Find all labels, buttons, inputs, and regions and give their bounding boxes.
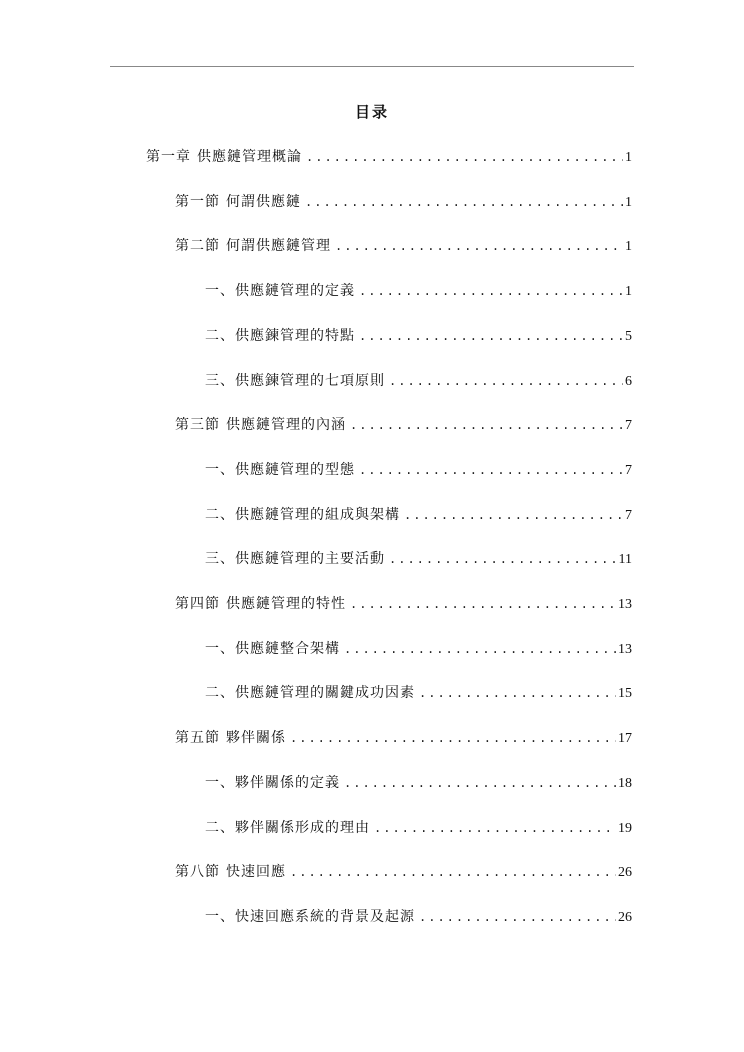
toc-entry-number: 第四節 [175, 596, 220, 612]
toc-entry-text: 一、供應鏈管理的定義 [205, 283, 355, 300]
toc-entry-page: 6 [625, 373, 632, 389]
toc-entry[interactable] [205, 325, 632, 347]
toc-title: 目录 [354, 103, 389, 121]
toc-entry[interactable] [205, 638, 632, 660]
toc-entry-page: 15 [618, 686, 632, 702]
toc-entry-text: 何謂供應鏈管理 [226, 238, 331, 255]
toc-entry-number: 第一節 [175, 193, 220, 210]
toc-entry[interactable] [175, 414, 632, 436]
toc-entry-text: 何謂供應鏈 [226, 193, 301, 210]
toc-entry[interactable] [175, 593, 632, 615]
toc-leader-dots [359, 284, 623, 298]
toc-entry-label [205, 817, 370, 837]
toc-entry-number: 第三節 [175, 417, 220, 434]
toc-entry[interactable] [175, 861, 632, 883]
toc-entry-text: 供應鏈管理概論 [197, 149, 302, 165]
toc-entry-page: 26 [618, 909, 632, 925]
toc-entry-page: 13 [618, 641, 632, 657]
toc-entry[interactable] [205, 548, 632, 570]
toc-entry[interactable] [205, 370, 632, 392]
toc-entry-text: 一、夥伴關係的定義 [205, 774, 340, 791]
toc-leader-dots [344, 642, 616, 656]
toc-entry-page: 19 [618, 820, 632, 836]
toc-entry-page: 7 [625, 507, 632, 523]
toc-entry-page: 11 [618, 552, 632, 568]
toc-leader-dots [374, 821, 616, 835]
toc-entry-text: 一、快速回應系統的背景及起源 [205, 908, 415, 925]
toc-entry-page: 1 [625, 194, 632, 210]
toc-entry-text: 快速回應 [226, 864, 286, 881]
toc-entry-page: 13 [618, 597, 632, 612]
toc-entry-label [175, 593, 346, 613]
toc-entry-label [205, 280, 355, 300]
toc-entry-text: 二、供應鏈管理的組成與架構 [205, 506, 400, 523]
toc-entry-text: 一、供應鏈整合架構 [205, 640, 340, 657]
toc-entry[interactable] [175, 191, 632, 213]
toc-entry-page: 7 [625, 462, 632, 478]
toc-entry-label [175, 235, 331, 255]
toc-leader-dots [419, 910, 616, 924]
toc-entry-text: 供應鏈管理的內涵 [226, 417, 346, 434]
toc-leader-dots [350, 418, 623, 432]
toc-leader-dots [350, 597, 616, 611]
toc-leader-dots [306, 150, 623, 164]
toc-entry[interactable] [205, 504, 632, 526]
toc-entry[interactable] [175, 235, 632, 257]
toc-leader-dots [419, 686, 616, 700]
toc-leader-dots [359, 463, 623, 477]
toc-entry-label [205, 370, 385, 390]
toc-entry-page: 18 [618, 775, 632, 791]
toc-entry-page: 1 [625, 284, 632, 300]
toc-entry-page: 17 [618, 731, 632, 747]
toc-entry[interactable] [205, 682, 632, 704]
toc-entry-page: 5 [625, 328, 632, 344]
toc-entry[interactable] [205, 906, 632, 928]
toc-entry-label [205, 325, 355, 345]
toc-entry-label [205, 906, 415, 926]
toc-leader-dots [389, 374, 623, 388]
toc-entry-text: 一、供應鏈管理的型態 [205, 461, 355, 478]
toc-entry[interactable] [205, 459, 632, 481]
toc-entry-text: 三、供應鏈管理的主要活動 [205, 551, 385, 568]
toc-entry-page: 7 [625, 418, 632, 434]
toc-entry-label [205, 548, 385, 568]
toc-entry-label [175, 861, 286, 881]
toc-leader-dots [359, 329, 623, 343]
toc-entry-page: 26 [618, 865, 632, 881]
toc-entry-number: 第八節 [175, 864, 220, 881]
toc-leader-dots [290, 865, 616, 879]
toc-entry-text: 夥伴關係 [226, 730, 286, 747]
toc-entry-number: 第一章 [146, 149, 191, 165]
toc-leader-dots [389, 552, 617, 566]
toc-entry-page: 1 [625, 239, 632, 255]
toc-leader-dots [344, 776, 616, 790]
toc-entry-text: 三、供應鍊管理的七項原則 [205, 372, 385, 389]
toc-entry-label [146, 146, 302, 166]
toc-entry-label [175, 414, 346, 434]
toc-leader-dots [305, 195, 623, 209]
toc-entry-label [205, 459, 355, 479]
toc-entry-label [205, 638, 340, 658]
toc-entry-page: 1 [625, 150, 632, 165]
toc-entry-text: 二、供應鍊管理的特點 [205, 327, 355, 344]
toc-leader-dots [335, 239, 623, 253]
toc-entry-text: 供應鏈管理的特性 [226, 596, 346, 612]
toc-leader-dots [404, 508, 623, 522]
toc-entry-label [175, 727, 286, 747]
toc-leader-dots [290, 731, 616, 745]
toc-entry-label [205, 772, 340, 792]
toc-entry[interactable] [205, 817, 632, 839]
toc-entry-number: 第二節 [175, 238, 220, 255]
toc-entry-label [205, 682, 415, 702]
toc-entry-label [205, 504, 400, 524]
toc-entry-text: 二、供應鏈管理的關鍵成功因素 [205, 685, 415, 702]
toc-entry[interactable] [175, 727, 632, 749]
toc-entry[interactable] [205, 280, 632, 302]
toc-entry[interactable] [146, 146, 632, 168]
toc-entry-label [175, 191, 301, 211]
toc-entry[interactable] [205, 772, 632, 794]
toc-entry-text: 二、夥伴關係形成的理由 [205, 819, 370, 836]
toc-entry-number: 第五節 [175, 730, 220, 747]
